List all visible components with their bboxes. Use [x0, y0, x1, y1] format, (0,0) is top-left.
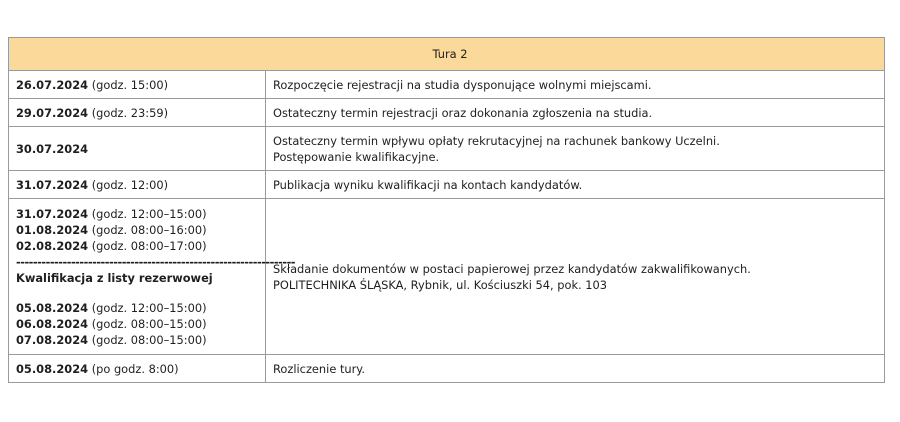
date: 29.07.2024 — [16, 105, 89, 120]
time: (godz. 12:00–15:00) — [91, 300, 207, 315]
date-line — [16, 206, 265, 222]
time: (po godz. 8:00) — [91, 361, 179, 376]
date: 31.07.2024 — [16, 177, 89, 192]
description-cell — [266, 171, 885, 199]
date: 01.08.2024 — [16, 222, 89, 237]
date: 30.07.2024 — [16, 141, 89, 156]
date: 07.08.2024 — [16, 332, 89, 347]
date-line — [16, 316, 265, 332]
description-cell — [266, 71, 885, 99]
table-row — [9, 199, 885, 355]
description-line: Składanie dokumentów w postaci papierowej przez kandydatów zakwalifikowanych. — [273, 261, 751, 276]
schedule-table — [8, 37, 885, 383]
date: 31.07.2024 — [16, 206, 89, 221]
spacer — [16, 286, 265, 300]
table-row — [9, 355, 885, 383]
date-cell — [9, 99, 266, 127]
time: (godz. 12:00–15:00) — [91, 206, 207, 221]
table-row — [9, 71, 885, 99]
date: 26.07.2024 — [16, 77, 89, 92]
date-cell — [9, 199, 296, 355]
time: (godz. 15:00) — [91, 77, 169, 92]
table-row — [9, 99, 885, 127]
description-line: Rozliczenie tury. — [273, 361, 366, 376]
description-cell — [266, 355, 885, 383]
description-line: POLITECHNIKA ŚLĄSKA, Rybnik, ul. Kościuszki 54, pok. 103 — [273, 277, 608, 292]
date: 05.08.2024 — [16, 361, 89, 376]
description-cell — [266, 127, 885, 171]
date: 06.08.2024 — [16, 316, 89, 331]
date-cell — [9, 71, 266, 99]
date: 05.08.2024 — [16, 300, 89, 315]
round-heading: Tura 2 — [9, 38, 885, 71]
reserve-list-heading: Kwalifikacja z listy rezerwowej — [16, 270, 213, 285]
description-line: Publikacja wyniku kwalifikacji na kontach kandydatów. — [273, 177, 583, 192]
separator-line: ------------------------------------------------------------------ — [16, 254, 296, 269]
time: (godz. 08:00–17:00) — [91, 238, 207, 253]
time: (godz. 08:00–15:00) — [91, 316, 207, 331]
description-cell — [266, 199, 885, 355]
description-line: Rozpoczęcie rejestracji na studia dysponujące wolnymi miejscami. — [273, 77, 652, 92]
time: (godz. 12:00) — [91, 177, 169, 192]
table-row — [9, 171, 885, 199]
description-line: Ostateczny termin rejestracji oraz dokonania zgłoszenia na studia. — [273, 105, 653, 120]
date-cell — [9, 127, 266, 171]
date-line — [16, 222, 265, 238]
time: (godz. 08:00–16:00) — [91, 222, 207, 237]
description-line: Postępowanie kwalifikacyjne. — [273, 149, 440, 164]
date: 02.08.2024 — [16, 238, 89, 253]
time: (godz. 08:00–15:00) — [91, 332, 207, 347]
table-header-row — [9, 38, 885, 71]
date-cell — [9, 171, 266, 199]
table-row — [9, 127, 885, 171]
date-cell — [9, 355, 266, 383]
date-line — [16, 332, 265, 348]
date-line — [16, 300, 265, 316]
description-cell — [266, 99, 885, 127]
time: (godz. 23:59) — [91, 105, 169, 120]
description-line: Ostateczny termin wpływu opłaty rekrutacyjnej na rachunek bankowy Uczelni. — [273, 133, 720, 148]
date-line — [16, 238, 265, 254]
